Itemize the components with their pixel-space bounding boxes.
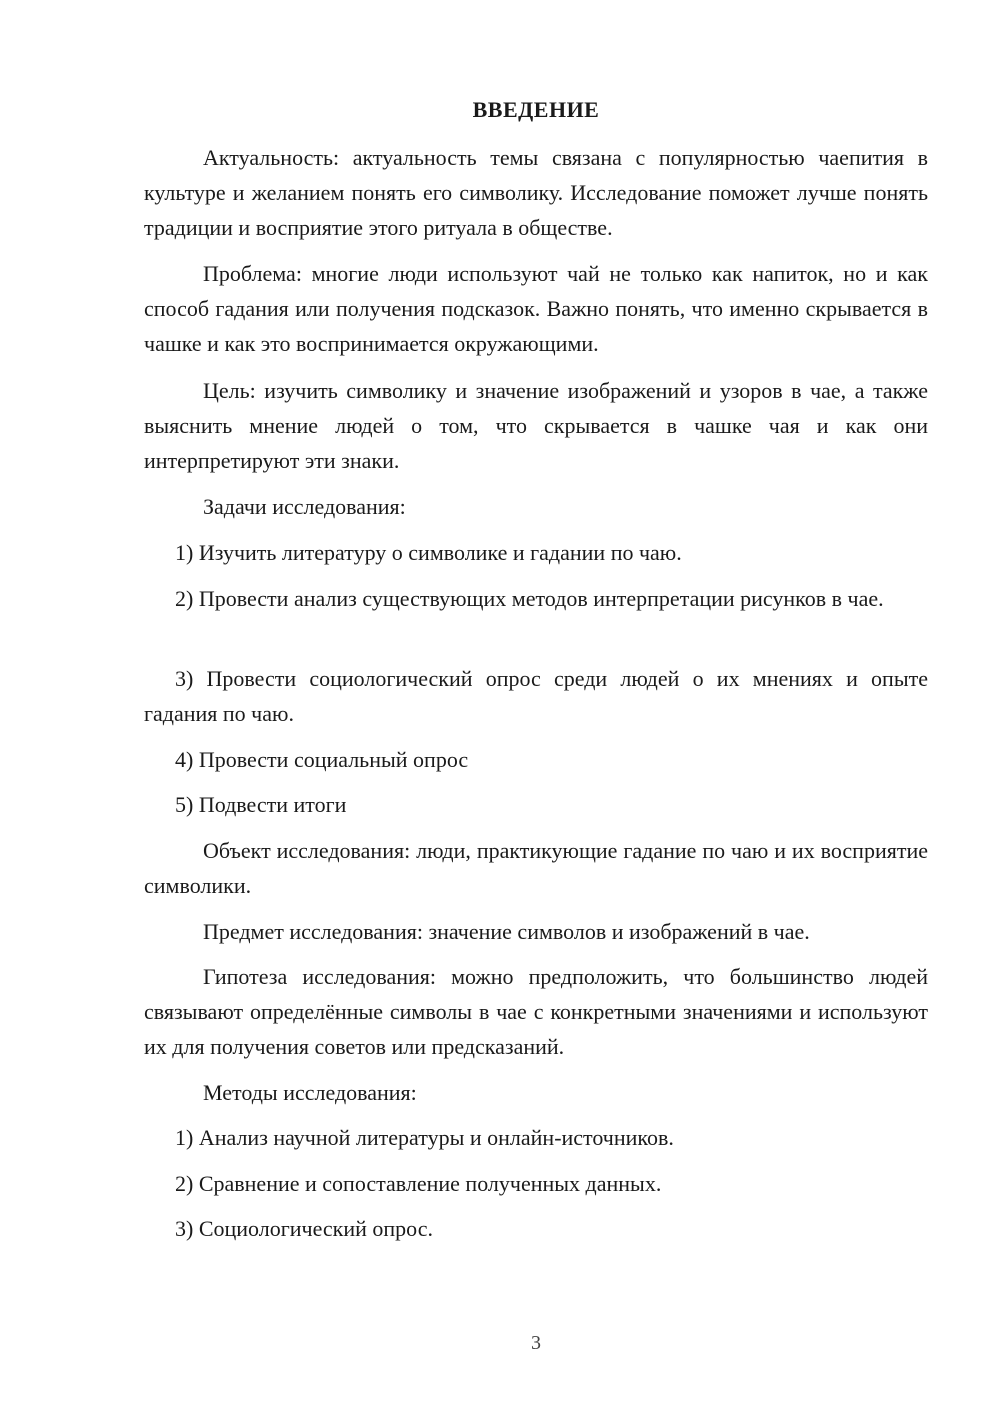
page-number: 3 (531, 1332, 541, 1354)
paragraph-goal: Цель: изучить символику и значение изображений и узоров в чае, а также выяснить мнение людей о том, что скрывается в чашке чая и как они интерпретируют эти знаки. (144, 378, 928, 473)
method-item-2: 2) Сравнение и сопоставление полученных данных. (175, 1171, 662, 1196)
method-item-1: 1) Анализ научной литературы и онлайн-источников. (175, 1125, 674, 1150)
page-title: ВВЕДЕНИЕ (472, 97, 600, 122)
task-item-4: 4) Провести социальный опрос (175, 747, 469, 772)
paragraph-relevance: Актуальность: актуальность темы связана с популярностью чаепития в культуре и желанием понять его символику. Исследование поможет лучше понять традиции и восприятие этого ритуала в обществе. (144, 145, 928, 240)
paragraph-object: Объект исследования: люди, практикующие гадание по чаю и их восприятие символики. (144, 838, 928, 898)
task-item-2: 2) Провести анализ существующих методов интерпретации рисунков в чае. (175, 586, 884, 611)
methods-heading: Методы исследования: (203, 1080, 417, 1105)
task-item-5: 5) Подвести итоги (175, 792, 347, 817)
task-item-1: 1) Изучить литературу о символике и гадании по чаю. (175, 540, 682, 565)
task-item-3: 3) Провести социологический опрос среди людей о их мнениях и опыте гадания по чаю. (144, 666, 928, 726)
paragraph-problem: Проблема: многие люди используют чай не только как напиток, но и как способ гадания или получения подсказок. Важно понять, что именно скрывается в чашке и как это воспринимается окружающими. (144, 261, 928, 356)
method-item-3: 3) Социологический опрос. (175, 1216, 433, 1241)
tasks-heading: Задачи исследования: (203, 494, 406, 519)
paragraph-hypothesis: Гипотеза исследования: можно предположить, что большинство людей связывают определённые символы в чае с конкретными значениями и используют их для получения советов или предсказаний. (144, 964, 928, 1059)
paragraph-subject: Предмет исследования: значение символов и изображений в чае. (203, 919, 810, 944)
